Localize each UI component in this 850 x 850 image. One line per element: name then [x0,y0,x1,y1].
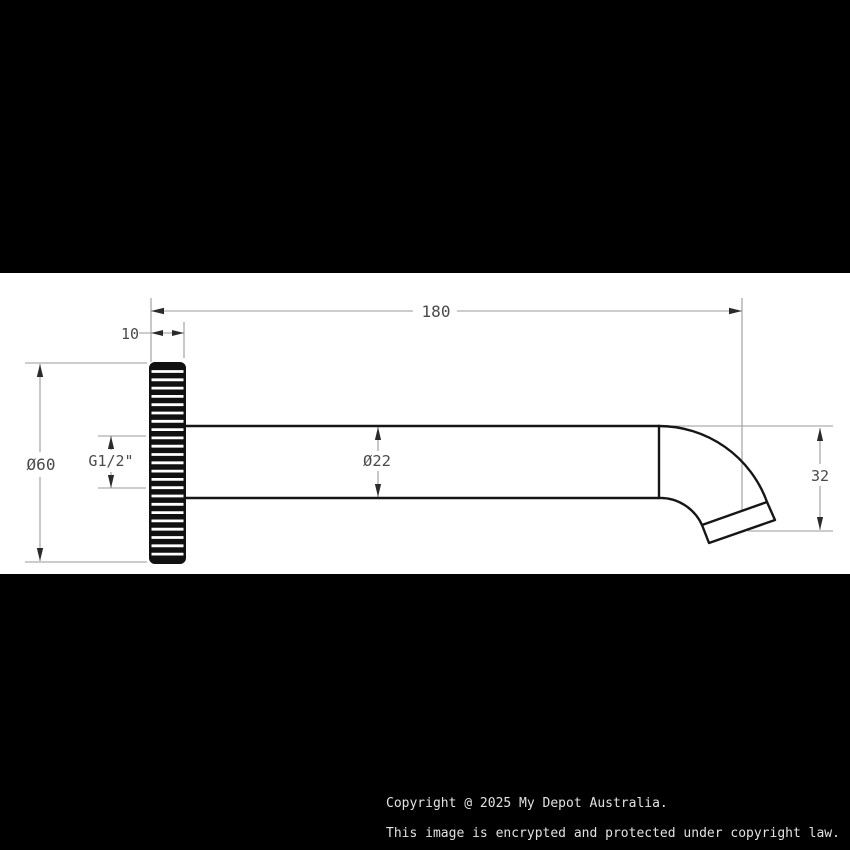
arrow-thread-up [108,436,114,449]
arrow-32-up [817,428,823,441]
spout-outer-curve [659,426,767,502]
arrow-22-down [375,484,381,497]
dim-label-thread-size: G1/2" [88,452,134,470]
dim-label-flange-depth: 10 [120,325,140,343]
arrow-180-right [729,308,742,314]
arrow-thread-down [108,475,114,488]
arrow-180-left [151,308,164,314]
dimension-labels [27,302,829,485]
dim-label-flange-diameter: Ø60 [26,455,56,474]
top-mask-band [0,0,850,273]
wall-flange [150,363,186,564]
copyright-text: Copyright @ 2025 My Depot Australia. [386,796,668,811]
spout-outline [185,426,775,543]
arrow-22-up [375,427,381,440]
arrow-32-down [817,517,823,530]
copyright-protection-text: This image is encrypted and protected under copyright law. [386,826,840,841]
technical-drawing [0,273,850,574]
dim-label-tube-diameter: Ø22 [363,452,391,470]
arrow-60-up [37,364,43,377]
arrow-60-down [37,548,43,561]
dim-label-drop-height: 32 [810,467,830,485]
arrow-10-left [151,330,163,336]
arrow-10-right [172,330,184,336]
spout-outlet-rim [702,502,775,543]
spout-inner-curve [659,498,702,525]
dim-label-length: 180 [421,302,451,321]
